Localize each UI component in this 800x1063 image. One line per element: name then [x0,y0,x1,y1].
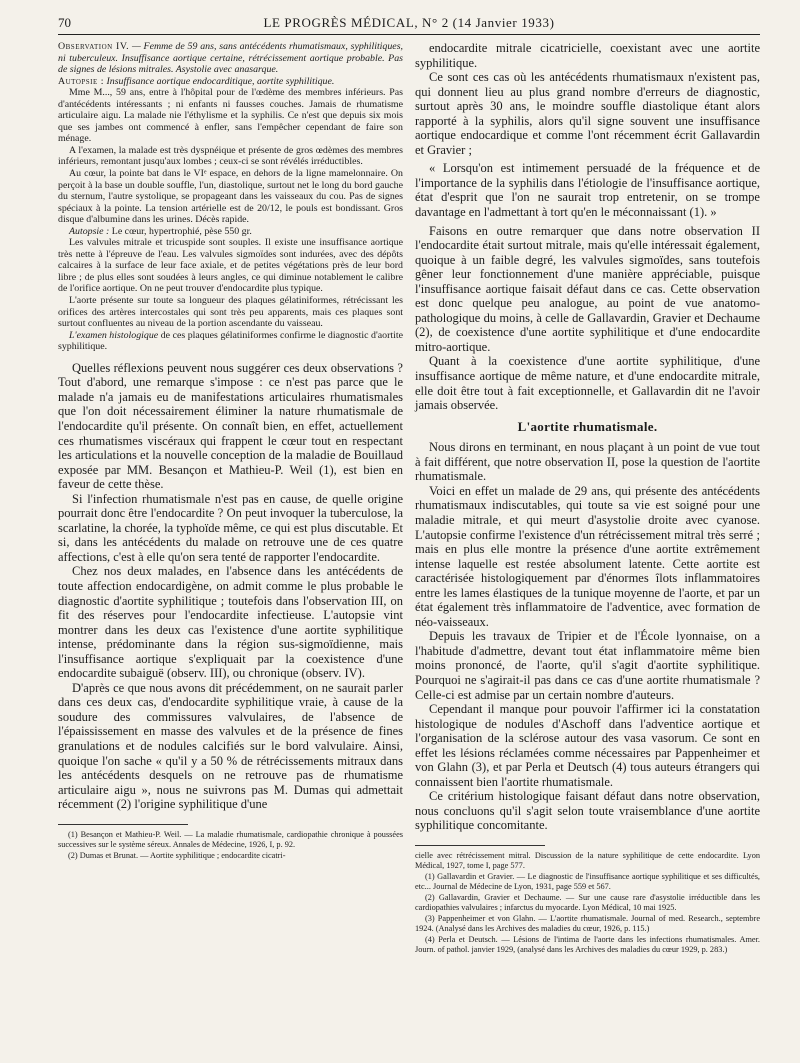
body-paragraph: Chez nos deux malades, en l'absence dans les antécédents de toute affection endocardigène, on admit comme le plus probable le diagnostic d'aortite syphilitique ; toutefois dans l'observation III, on fit des réserves pour l'endocardite infectieuse. L'autopsie vint montrer dans les deux cas l'existence d'une aortite syphilitique intense, prédominante dans la région sus-sigmoïdienne, mais l'insuffisance aortique s'expliquait par la coexistence d'une endocardite subaiguë (observ. III), ou chronique (observ. IV). [58,564,403,681]
case-paragraph: Mme M..., 59 ans, entre à l'hôpital pour de l'œdème des membres inférieurs. Pas d'antécédents intéressants ; ni enfants ni fausses couches. Jamais de rhumatisme articulaire aigu. La malade nie l'éthylisme et la syphilis. Ce n'est que depuis six mois que ses jambes ont commencé à enfler, sans l'empêcher cependant de faire son ménage. [58,87,403,145]
page-number: 70 [58,15,71,30]
footnote-rule [415,845,545,846]
case-paragraph: A l'examen, la malade est très dyspnéique et présente de gros œdèmes des membres inférieurs, remontant jusqu'aux lombes ; ceux-ci se sont révélés irréductibles. [58,144,403,168]
section-heading: L'aortite rhumatismale. [517,418,658,434]
autopsy-label: Autopsie : [69,225,110,237]
running-header [58,14,760,35]
body-paragraph: Quant à la coexistence d'une aortite syphilitique, d'une insuffisance aortique de même nature, et d'une endocardite mitrale, elle doit être tout à fait exceptionnelle, et Gallavardin dit ne l'avoir jamais observée. [415,354,760,413]
body-paragraph: Depuis les travaux de Tripier et de l'École lyonnaise, on a l'habitude d'admettre, devant tout état inflammatoire même bien moins prononcé, de l'aorte, qu'il s'agit d'aortite syphilitique. Pourquoi ne s'agirait-il pas dans ce cas d'une aortite rhumatismale ? Celle-ci est admise par un certain nombre d'auteurs. [415,629,760,702]
case-paragraph: L'aorte présente sur toute sa longueur des plaques gélatiniformes, rétrécissant les orifices des artères intercostales qui sont très peu apparents, mais ces plaques sont surtout confluentes au niveau de la portion ascendante du vaisseau. [58,295,403,330]
body-paragraph: Quelles réflexions peuvent nous suggérer ces deux observations ? Tout d'abord, une remarque s'impose : ce n'est pas parce que le malade n'a jamais eu de manifestations articulaires rhumatismales que l'on doit nécessairement éliminer la nature rhumatismale de l'endocardite qu'il présente. On connaît bien, en effet, actuellement ces rhumatismes viscéraux qui frappent le cœur tout en respectant les articulations et la nouvelle conception de la maladie de Bouillaud exposée par MM. Besançon et Mathieu-P. Weil (1), est bien en faveur de cette thèse. [58,360,403,492]
footnote: (4) Perla et Deutsch. — Lésions de l'intima de l'aorte dans les infections rhumatismales. Amer. Journ. of pathol. janvier 1929, (analysé dans les Archives des maladies du cœur 1929, p. 283.) [415,934,760,954]
body-paragraph: Si l'infection rhumatismale n'est pas en cause, de quelle origine pourrait donc être l'endocardite ? On peut invoquer la tuberculose, la scarlatine, la chorée, la typhoïde même, ce qui est plus discutable. Et si, dans les antécédents du malade on retrouve une de ces quatre affections, c'est à elle qu'on sera tenté de rapporter l'endocardite. [58,491,403,564]
footnote-continuation: cielle avec rétrécissement mitral. Discussion de la nature syphilitique de cette endocardite. Lyon Médical, 1927, tome I, page 577. [415,850,760,870]
body-paragraph: Ce critérium histologique faisant défaut dans notre observation, nous concluons qu'il s'agit selon toute vraisemblance d'une aortite syphilitique concomitante. [415,789,760,833]
body-paragraph: Ce sont ces cas où les antécédents rhumatismaux n'existent pas, qui donnent lieu au plus grand nombre d'erreurs de diagnostic, surtout après 30 ans, le moindre souffle diastolique étant alors rapporté à la syphilis, alors qu'il signe souvent une insuffisance aortique endocardique et comme l'ont récemment écrit Gallavardin et Gravier ; [415,70,760,157]
left-column [58,41,403,956]
body-paragraph: Nous dirons en terminant, en nous plaçant à un point de vue tout à fait différent, que notre observation II, pose la question de l'aortite rhumatismale. [415,440,760,484]
observation-summary: — Femme de 59 ans, sans antécédents rhumatismaux, syphilitiques, ni tuberculeux. Insuffisance aortique certaine, rétrécissement aortique probable. Pas de signes de lésions mitrales. Asystolie avec anasarque. [58,41,404,76]
body-paragraph: D'après ce que nous avons dit précédemment, on ne saurait parler dans ces deux cas, d'endocardite syphilitique vraie, à cause de la soudure des commissures valvulaires, de l'absence de l'épaississement en masse des valvules et de la présence de fines granulations et de nodules calcifiés sur le bord valvulaire. Ainsi, quoique l'on sache « qu'il y a 50 % de rétrécissements mitraux dans les antécédents desquels on ne retrouve pas de rhumatisme articulaire aigu », nous ne suivrons pas M. Dumas qui admettait récemment (2) l'origine syphilitique d'une [58,680,403,812]
case-paragraph: Les valvules mitrale et tricuspide sont souples. Il existe une insuffisance aortique très nette à l'épreuve de l'eau. Les valvules sigmoïdes sont indurées, avec des dépôts calcaires à la surface de leur face axiale, et de petites végétations près de leur bord libre ; de plus elles sont soudées à leurs angles, ce qui diminue notablement le calibre de l'orifice aortique. On ne peut trouver d'endocardite plus typique. [58,237,403,295]
two-column-body [58,41,760,956]
footnote: (2) Gallavardin, Gravier et Dechaume. — Sur une cause rare d'asystolie irréductible dans les cardiopathies valvulaires ; infarctus du myocarde. Lyon Médical, 10 mai 1925. [415,892,760,912]
right-column [415,41,760,956]
footnote: (2) Dumas et Brunat. — Aortite syphilitique ; endocardite cicatri- [68,850,286,860]
body-paragraph: Faisons en outre remarquer que dans notre observation II l'endocardite était surtout mitrale, mais qu'elle intéressait également, quoique à un faible degré, les valvules sigmoïdes, sans toutefois gêner leur fonctionnement d'une manière appréciable, puisque l'insuffisance aortique faisait défaut dans ce cas. Cette observation est donc quelque peu analogue, au point de vue anatomo-pathologique du moins, à celle de Gallavardin, Gravier et Dechaume (2), de coexistence d'une aortite syphilitique et d'une endocardite mitro-aortique. [415,223,760,354]
case-report-observation-4 [58,41,403,353]
footnotes-left [58,830,403,861]
case-paragraph: Au cœur, la pointe bat dans le VIᵉ espace, en dehors de la ligne mamelonnaire. On perçoit à la base un double souffle, l'un, diastolique, surtout net le long du bord gauche du sternum, l'autre systolique, se propageant dans les vaisseaux du cou. Pas de signes spéciaux à la pointe. La tension artérielle est de 20/12, le pouls est bondissant. Gros disque d'albumine dans les urines. Décès rapide. [58,168,403,226]
case-paragraph: Le cœur, hypertrophié, pèse 550 gr. [111,225,252,237]
observation-label: Observation IV. [58,41,130,52]
footnotes-right [415,851,760,955]
autopsy-label: Autopsie : [58,75,104,87]
footnote: (3) Pappenheimer et von Glahn. — L'aortite rhumatismale. Journal of med. Research., septembre 1924. (Analysé dans les Archives des maladies du cœur, 1926, p. 115.) [415,913,760,933]
case-paragraph: de ces plaques gélatiniformes confirme le diagnostic d'aortite syphilitique. [58,329,403,353]
histology-label: L'examen histologique [69,329,159,341]
body-paragraph: Voici en effet un malade de 29 ans, qui présente des antécédents rhumatismaux indiscutables, qui toute sa vie est soigné pour une maladie mitrale, et qui meurt d'asystolie droite avec cyanose. L'autopsie confirme l'existence d'un rétrécissement mitral très serré ; mais en plus elle montre la présence d'une aortite extrêmement intense laquelle est restée absolument latente. Cette aortite est caractérisée histologiquement par d'énormes îlots inflammatoires entre les lames élastiques de la tunique moyenne de l'aorte, et par un état également très inflammatoire de l'adventice, avec formation de néo-vaisseaux. [415,483,760,629]
footnote-rule [58,824,188,825]
body-paragraph: Cependant il manque pour pouvoir l'affirmer ici la constatation histologique de nodules d'Aschoff dans l'adventice aortique et l'organisation de la sclérose autour des vasa vasorum. Ce sont en effet les lésions réclamées comme nécessaires par Pappenheimer et von Glahn (3), et par Perla et Deutsch (4) tous auteurs étrangers qui connaissent bien l'aortite rhumatismale. [415,702,760,789]
footnote: (1) Gallavardin et Gravier. — Le diagnostic de l'insuffisance aortique syphilitique et ses difficultés, etc... Journal de Médecine de Lyon, 1931, page 559 et 567. [415,871,760,891]
body-paragraph: endocardite mitrale cicatricielle, coexistant avec une aortite syphilitique. [415,41,760,70]
autopsy-summary: Insuffisance aortique endocarditique, aortite syphilitique. [106,75,335,87]
footnote: (1) Besançon et Mathieu-P. Weil. — La maladie rhumatismale, cardiopathie chronique à poussées successives sur le système séreux. Annales de Médecine, 1926, I, p. 92. [58,829,403,849]
journal-title: LE PROGRÈS MÉDICAL, N° 2 (14 Janvier 1933) [263,15,555,30]
quotation: « Lorsqu'on est intimement persuadé de la fréquence et de l'importance de la syphilis dans l'étiologie de l'insuffisance aortique, état d'esprit que l'on ne saurait trop entretenir, on se trompe davantage en l'admettant à tort qu'en le méconnaissant (1). » [415,161,760,220]
